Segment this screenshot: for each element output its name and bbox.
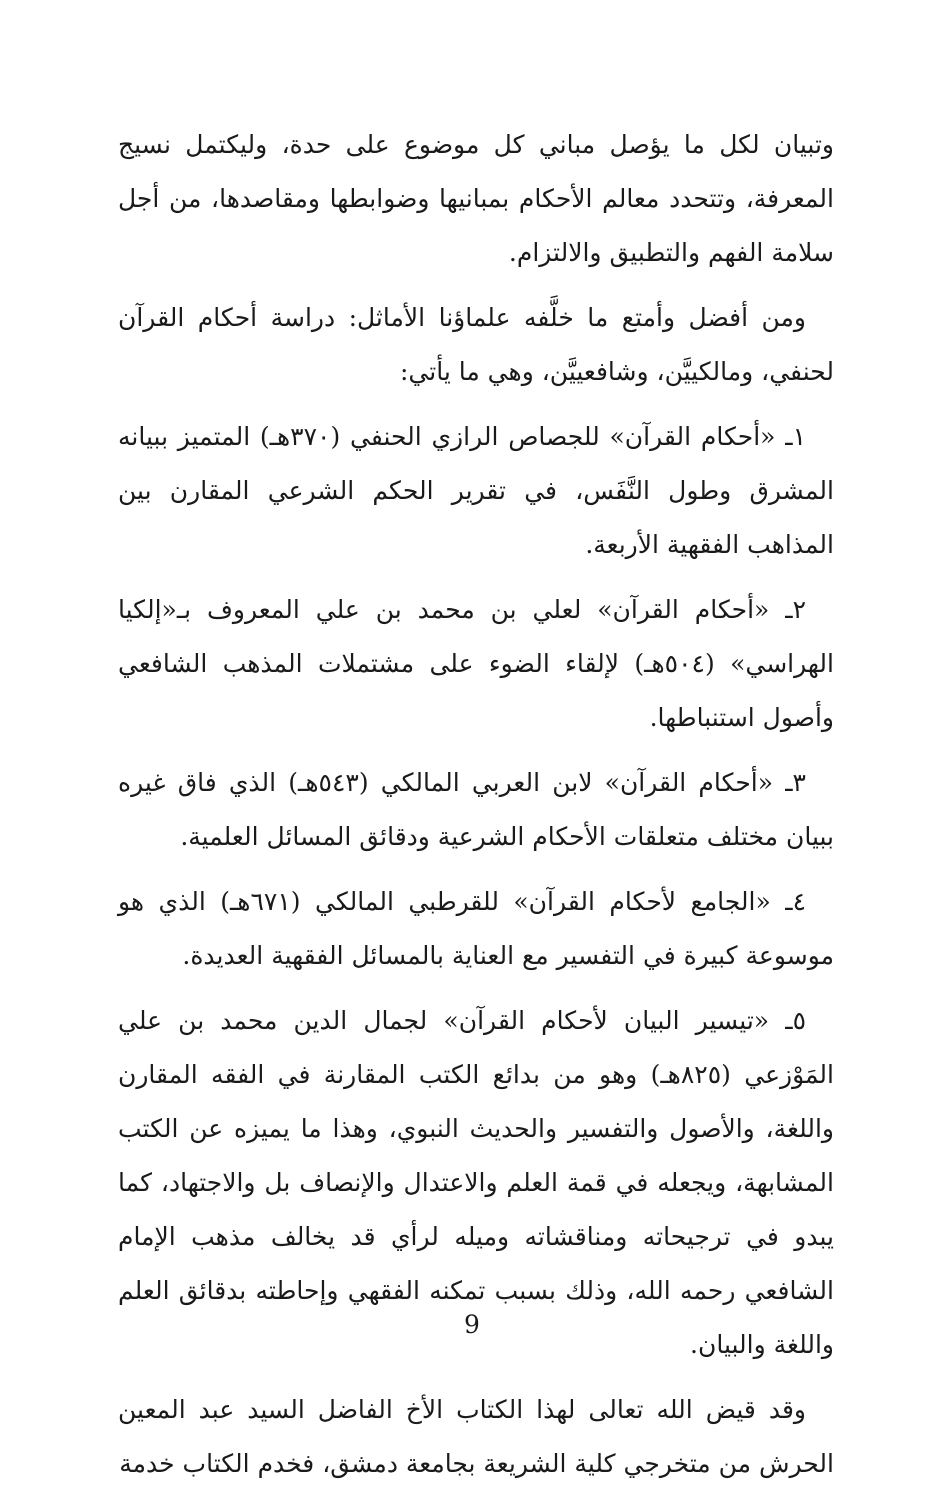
list-item-qurtubi: ٤ـ «الجامع لأحكام القرآن» للقرطبي المالكي (٦٧١هـ) الذي هو موسوعة كبيرة في التفسير مع العناية بالمسائل الفقهية العديدة. [118, 887, 834, 970]
list-item-ibn-arabi: ٣ـ «أحكام القرآن» لابن العربي المالكي (٥٤٣هـ) الذي فاق غيره ببيان مختلف متعلقات الأحكام الشرعية ودقائق المسائل العلمية. [118, 768, 834, 851]
list-item-harrasi: ٢ـ «أحكام القرآن» لعلي بن محمد بن علي المعروف بـ«إلكيا الهراسي» (٥٠٤هـ) لإلقاء الضوء على مشتملات المذهب الشافعي وأصول استنباطها. [118, 595, 834, 732]
paragraph-intro-continuation: وتبيان لكل ما يؤصل مباني كل موضوع على حدة، وليكتمل نسيج المعرفة، وتتحدد معالم الأحكام بمبانيها وضوابطها ومقاصدها، من أجل سلامة الفهم والتطبيق والالتزام. [118, 130, 834, 267]
page-number: 9 [464, 1310, 480, 1339]
paragraph-scholars-works: ومن أفضل وأمتع ما خلَّفه علماؤنا الأماثل: دراسة أحكام القرآن لحنفي، ومالكييَّن، وشافعييَّن، وهي ما يأتي: [118, 303, 834, 386]
list-item-jassas: ١ـ «أحكام القرآن» للجصاص الرازي الحنفي (٣٧٠هـ) المتميز ببيانه المشرق وطول النَّفَس، في تقرير الحكم الشرعي المقارن بين المذاهب الفقهية الأربعة. [118, 422, 834, 559]
paragraph-editor: وقد قيض الله تعالى لهذا الكتاب الأخ الفاضل السيد عبد المعين الحرش من متخرجي كلية الشريعة بجامعة دمشق، فخدم الكتاب خدمة [118, 1395, 834, 1478]
document-body [118, 118, 834, 1502]
list-item-mawzai: ٥ـ «تيسير البيان لأحكام القرآن» لجمال الدين محمد بن علي المَوْزعي (٨٢٥هـ) وهو من بدائع الكتب المقارنة في الفقه المقارن واللغة، والأصول والتفسير والحديث النبوي، وهذا ما يميزه عن الكتب المشابهة، ويجعله في قمة العلم والاعتدال والإنصاف بل والاجتهاد، كما يبدو في ترجيحاته ومناقشاته وميله لرأي قد يخالف مذهب الإمام الشافعي رحمه الله، وذلك بسبب تمكنه الفقهي وإحاطته بدقائق العلم واللغة والبيان. [118, 1006, 834, 1359]
